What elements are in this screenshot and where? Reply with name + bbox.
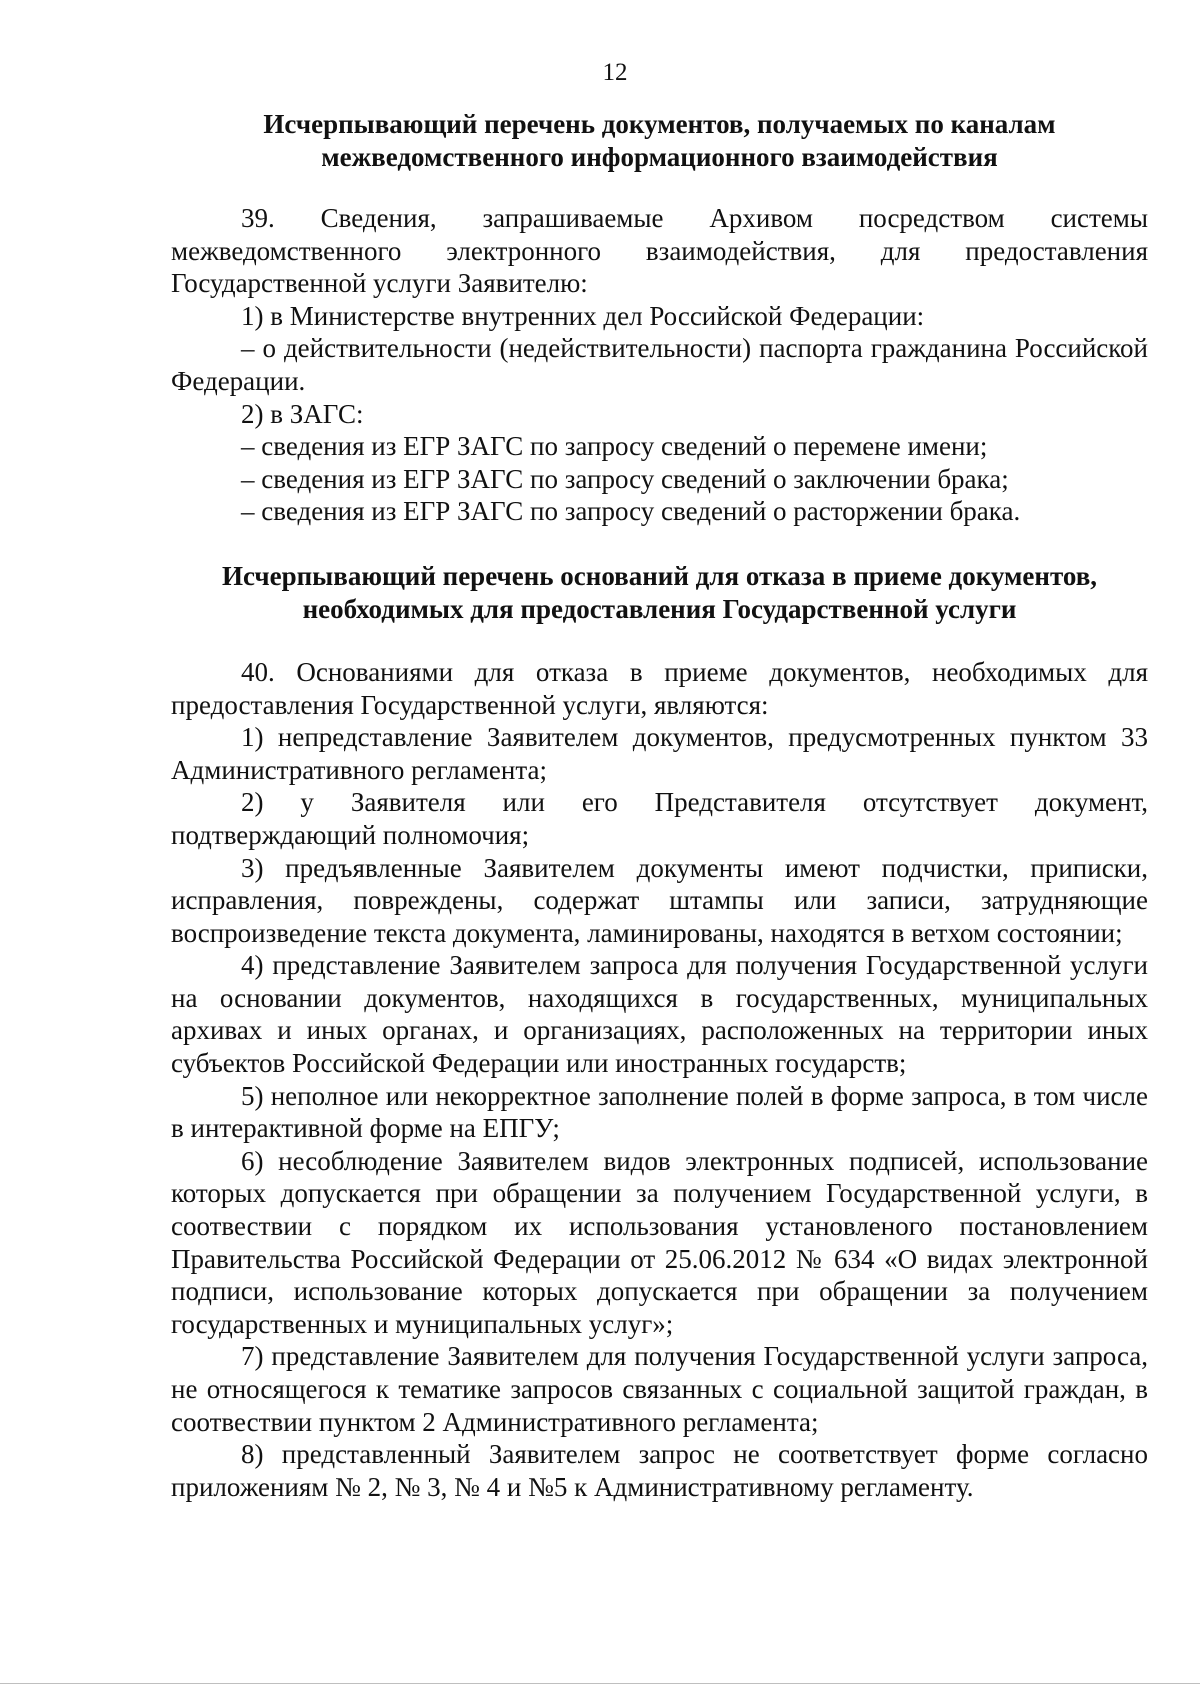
section-heading-interagency-documents: [171, 108, 1148, 174]
list-subitem-marriage: – сведения из ЕГР ЗАГС по запросу сведений о заключении брака;: [241, 463, 1009, 494]
scan-edge-line: [0, 1683, 1200, 1684]
refusal-ground-item: 5) неполное или некорректное заполнение полей в форме запроса, в том числе в интерактивной форме на ЕПГУ;: [171, 1080, 1148, 1144]
refusal-ground-item: 3) предъявленные Заявителем документы имеют подчистки, приписки, исправления, повреждены, содержат штампы или записи, затрудняющие воспроизведение текста документа, ламинированы, находятся в ветхом состоянии;: [171, 852, 1148, 948]
refusal-ground-item: 8) представленный Заявителем запрос не соответствует форме согласно приложениям № 2, № 3, № 4 и №5 к Административному регламенту.: [171, 1439, 1148, 1502]
section-heading-refusal-grounds: [171, 560, 1148, 626]
section-heading-line: Исчерпывающий перечень оснований для отказа в приеме документов,: [221, 560, 1098, 591]
section-heading-line: необходимых для предоставления Государственной услуги: [302, 593, 1017, 624]
refusal-ground-item: 4) представление Заявителем запроса для получения Государственной услуги на основании документов, находящихся в государственных, муниципальных архивах и иных органах, и организациях, расположенных на территории иных субъектов Российской Федерации или иностранных государств;: [171, 950, 1148, 1079]
page-content: [171, 108, 1148, 1503]
list-subitem-passport: – о действительности (недействительности) паспорта гражданина Российской Федерации.: [171, 333, 1148, 396]
paragraph-40: 40. Основаниями для отказа в приеме документов, необходимых для предоставления Государственной услуги, являются:: [171, 656, 1148, 720]
paragraph-39: 39. Сведения, запрашиваемые Архивом посредством системы межведомственного электронного взаимодействия, для предоставления Государственной услуги Заявителю:: [171, 203, 1148, 299]
page-number: 12: [602, 59, 628, 86]
refusal-ground-item: 1) непредставление Заявителем документов, предусмотренных пунктом 33 Административного регламента;: [171, 722, 1148, 785]
refusal-ground-item: 2) у Заявителя или его Представителя отсутствует документ, подтверждающий полномочия;: [171, 787, 1148, 850]
section-heading-line: Исчерпывающий перечень документов, получаемых по каналам: [263, 109, 1056, 139]
section-heading-line: межведомственного информационного взаимодействия: [321, 142, 998, 172]
list-item-mvd: 1) в Министерстве внутренних дел Российской Федерации:: [241, 300, 925, 331]
list-subitem-divorce: – сведения из ЕГР ЗАГС по запросу сведений о расторжении брака.: [241, 496, 1021, 527]
refusal-ground-item: 6) несоблюдение Заявителем видов электронных подписей, использование которых допускается при обращении за получением Государственной услуги, в соотвествии с порядком их использования установленого постановлением Правительства Российской Федерации от 25.06.2012 № 634 «О видах электронной подписи, использование которых допускается при обращении за получением государственных и муниципальных услуг»;: [171, 1145, 1148, 1339]
refusal-ground-item: 7) представление Заявителем для получения Государственной услуги запроса, не относящегося к тематике запросов связанных с социальной защитой граждан, в соотвествии пунктом 2 Административного регламента;: [171, 1341, 1148, 1437]
list-item-zags: 2) в ЗАГС:: [241, 398, 364, 429]
list-subitem-name-change: – сведения из ЕГР ЗАГС по запросу сведений о перемене имени;: [241, 431, 988, 462]
